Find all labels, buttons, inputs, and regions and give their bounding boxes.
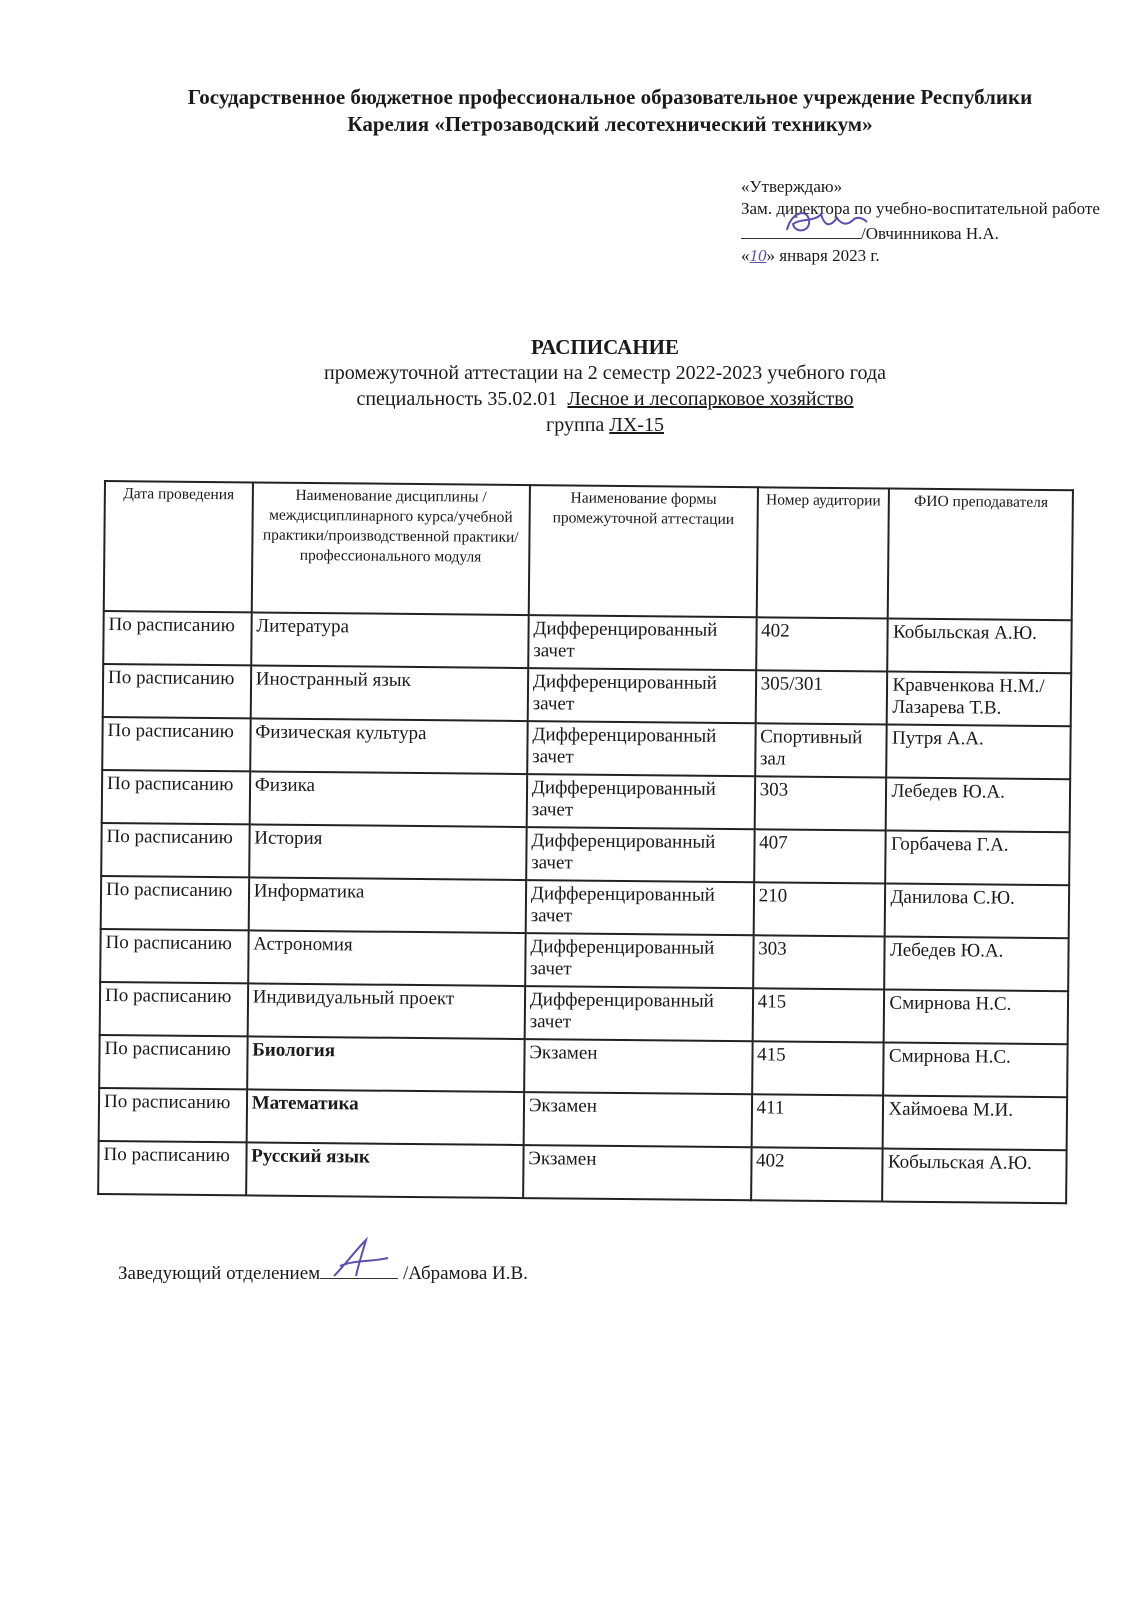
table-row — [99, 1088, 1067, 1150]
teacher-cell: Кобыльская А.Ю. — [883, 1149, 1067, 1204]
column-header-room: Номер аудитории — [756, 487, 889, 618]
form-cell: Дифференцированный зачет — [526, 827, 754, 882]
group-name: ЛХ-15 — [609, 414, 664, 436]
table-row — [103, 664, 1071, 726]
teacher-cell: Кобыльская А.Ю. — [888, 619, 1072, 674]
room-cell: 305/301 — [755, 670, 887, 724]
approval-signature-row — [741, 220, 1101, 245]
column-header-discipline: Наименование дисциплины /междисциплинарного курса/учебной практики/производственной практики/профессионального модуля — [251, 482, 529, 615]
date-cell: По расписанию — [103, 664, 251, 718]
room-cell: 402 — [756, 617, 888, 671]
column-header-teacher: ФИО преподавателя — [888, 489, 1073, 621]
form-cell: Дифференцированный зачет — [528, 615, 756, 670]
room-cell: 415 — [752, 988, 884, 1042]
table-row — [100, 929, 1068, 991]
form-cell: Экзамен — [523, 1145, 751, 1200]
institution-line-2: Карелия «Петрозаводский лесотехнический техникум» — [347, 112, 873, 136]
room-cell: 210 — [753, 882, 885, 936]
teacher-cell: Кравченкова Н.М./ Лазарева Т.В. — [887, 672, 1071, 727]
date-cell: По расписанию — [101, 823, 249, 877]
date-cell: По расписанию — [98, 1141, 246, 1195]
approval-date-day: 10 — [749, 246, 767, 265]
discipline-cell: Индивидуальный проект — [247, 983, 525, 1039]
document-title-block — [200, 334, 1010, 438]
room-cell: Спортивный зал — [755, 723, 887, 777]
room-cell: 303 — [754, 776, 886, 830]
discipline-cell: Астрономия — [248, 930, 526, 986]
discipline-cell: Математика — [246, 1089, 524, 1145]
date-cell: По расписанию — [101, 876, 249, 930]
schedule-table — [97, 480, 1074, 1204]
teacher-cell: Горбачева Г.А. — [886, 831, 1070, 886]
teacher-cell: Смирнова Н.С. — [884, 990, 1068, 1045]
approval-date: «10» января 2023 г. — [741, 246, 880, 265]
table-row — [101, 876, 1069, 938]
table-row — [102, 717, 1070, 779]
date-cell: По расписанию — [99, 1088, 247, 1142]
form-cell: Экзамен — [523, 1092, 751, 1147]
table-row — [99, 1035, 1067, 1097]
handwritten-signature-icon — [781, 204, 871, 238]
room-cell: 415 — [752, 1041, 884, 1095]
discipline-cell: Физика — [249, 771, 527, 827]
approval-position: Зам. директора по учебно-воспитательной работе — [741, 199, 1100, 218]
approval-title: «Утверждаю» — [741, 177, 843, 196]
form-cell: Экзамен — [524, 1039, 752, 1094]
column-header-form: Наименование формы промежуточной аттестации — [529, 485, 758, 617]
approval-signer: /Овчинникова Н.А. — [861, 224, 999, 243]
specialty-name: Лесное и лесопарковое хозяйство — [567, 388, 854, 410]
date-cell: По расписанию — [103, 611, 251, 665]
room-cell: 407 — [754, 829, 886, 883]
column-header-date: Дата проведения — [104, 481, 253, 612]
group-line: группа ЛХ-15 — [546, 414, 664, 436]
specialty-line: специальность 35.02.01 Лесное и лесопарковое хозяйство — [356, 388, 854, 410]
form-cell: Дифференцированный зачет — [527, 721, 755, 776]
table-row — [101, 823, 1069, 885]
date-cell: По расписанию — [102, 770, 250, 824]
form-cell: Дифференцированный зачет — [526, 880, 754, 935]
table-row — [103, 611, 1071, 673]
document-subtitle: промежуточной аттестации на 2 семестр 2022-2023 учебного года — [324, 362, 886, 384]
form-cell: Дифференцированный зачет — [527, 774, 755, 829]
room-cell: 303 — [753, 935, 885, 989]
footer-signer: /Абрамова И.В. — [402, 1263, 528, 1284]
footer-label: Заведующий отделением — [118, 1263, 321, 1284]
discipline-cell: Русский язык — [246, 1142, 524, 1198]
date-cell: По расписанию — [99, 1035, 247, 1089]
discipline-cell: История — [249, 824, 527, 880]
table-header-row — [104, 481, 1073, 620]
signature-line — [741, 220, 861, 239]
form-cell: Дифференцированный зачет — [528, 668, 756, 723]
table-row — [102, 770, 1070, 832]
approval-block — [741, 176, 1101, 267]
teacher-cell: Лебедев Ю.А. — [885, 937, 1069, 992]
form-cell: Дифференцированный зачет — [525, 933, 753, 988]
date-cell: По расписанию — [100, 982, 248, 1036]
footer-signature-line — [320, 1262, 398, 1279]
room-cell: 402 — [751, 1147, 883, 1201]
discipline-cell: Иностранный язык — [250, 665, 528, 721]
discipline-cell: Литература — [251, 612, 529, 668]
form-cell: Дифференцированный зачет — [525, 986, 753, 1041]
date-cell: По расписанию — [100, 929, 248, 983]
table-row — [100, 982, 1068, 1044]
teacher-cell: Путря А.А. — [887, 725, 1071, 780]
room-cell: 411 — [751, 1094, 883, 1148]
discipline-cell: Биология — [247, 1036, 525, 1092]
document-title: РАСПИСАНИЕ — [530, 335, 680, 359]
teacher-cell: Хаймоева М.И. — [883, 1096, 1067, 1151]
handwritten-signature-icon — [326, 1236, 396, 1280]
discipline-cell: Информатика — [248, 877, 526, 933]
institution-header — [130, 84, 1090, 138]
footer-signature — [118, 1262, 528, 1285]
teacher-cell: Смирнова Н.С. — [884, 1043, 1068, 1098]
institution-line-1: Государственное бюджетное профессиональное образовательное учреждение Республики — [187, 85, 1033, 109]
discipline-cell: Физическая культура — [250, 718, 528, 774]
table-row — [98, 1141, 1066, 1203]
teacher-cell: Данилова С.Ю. — [885, 884, 1069, 939]
date-cell: По расписанию — [102, 717, 250, 771]
teacher-cell: Лебедев Ю.А. — [886, 778, 1070, 833]
